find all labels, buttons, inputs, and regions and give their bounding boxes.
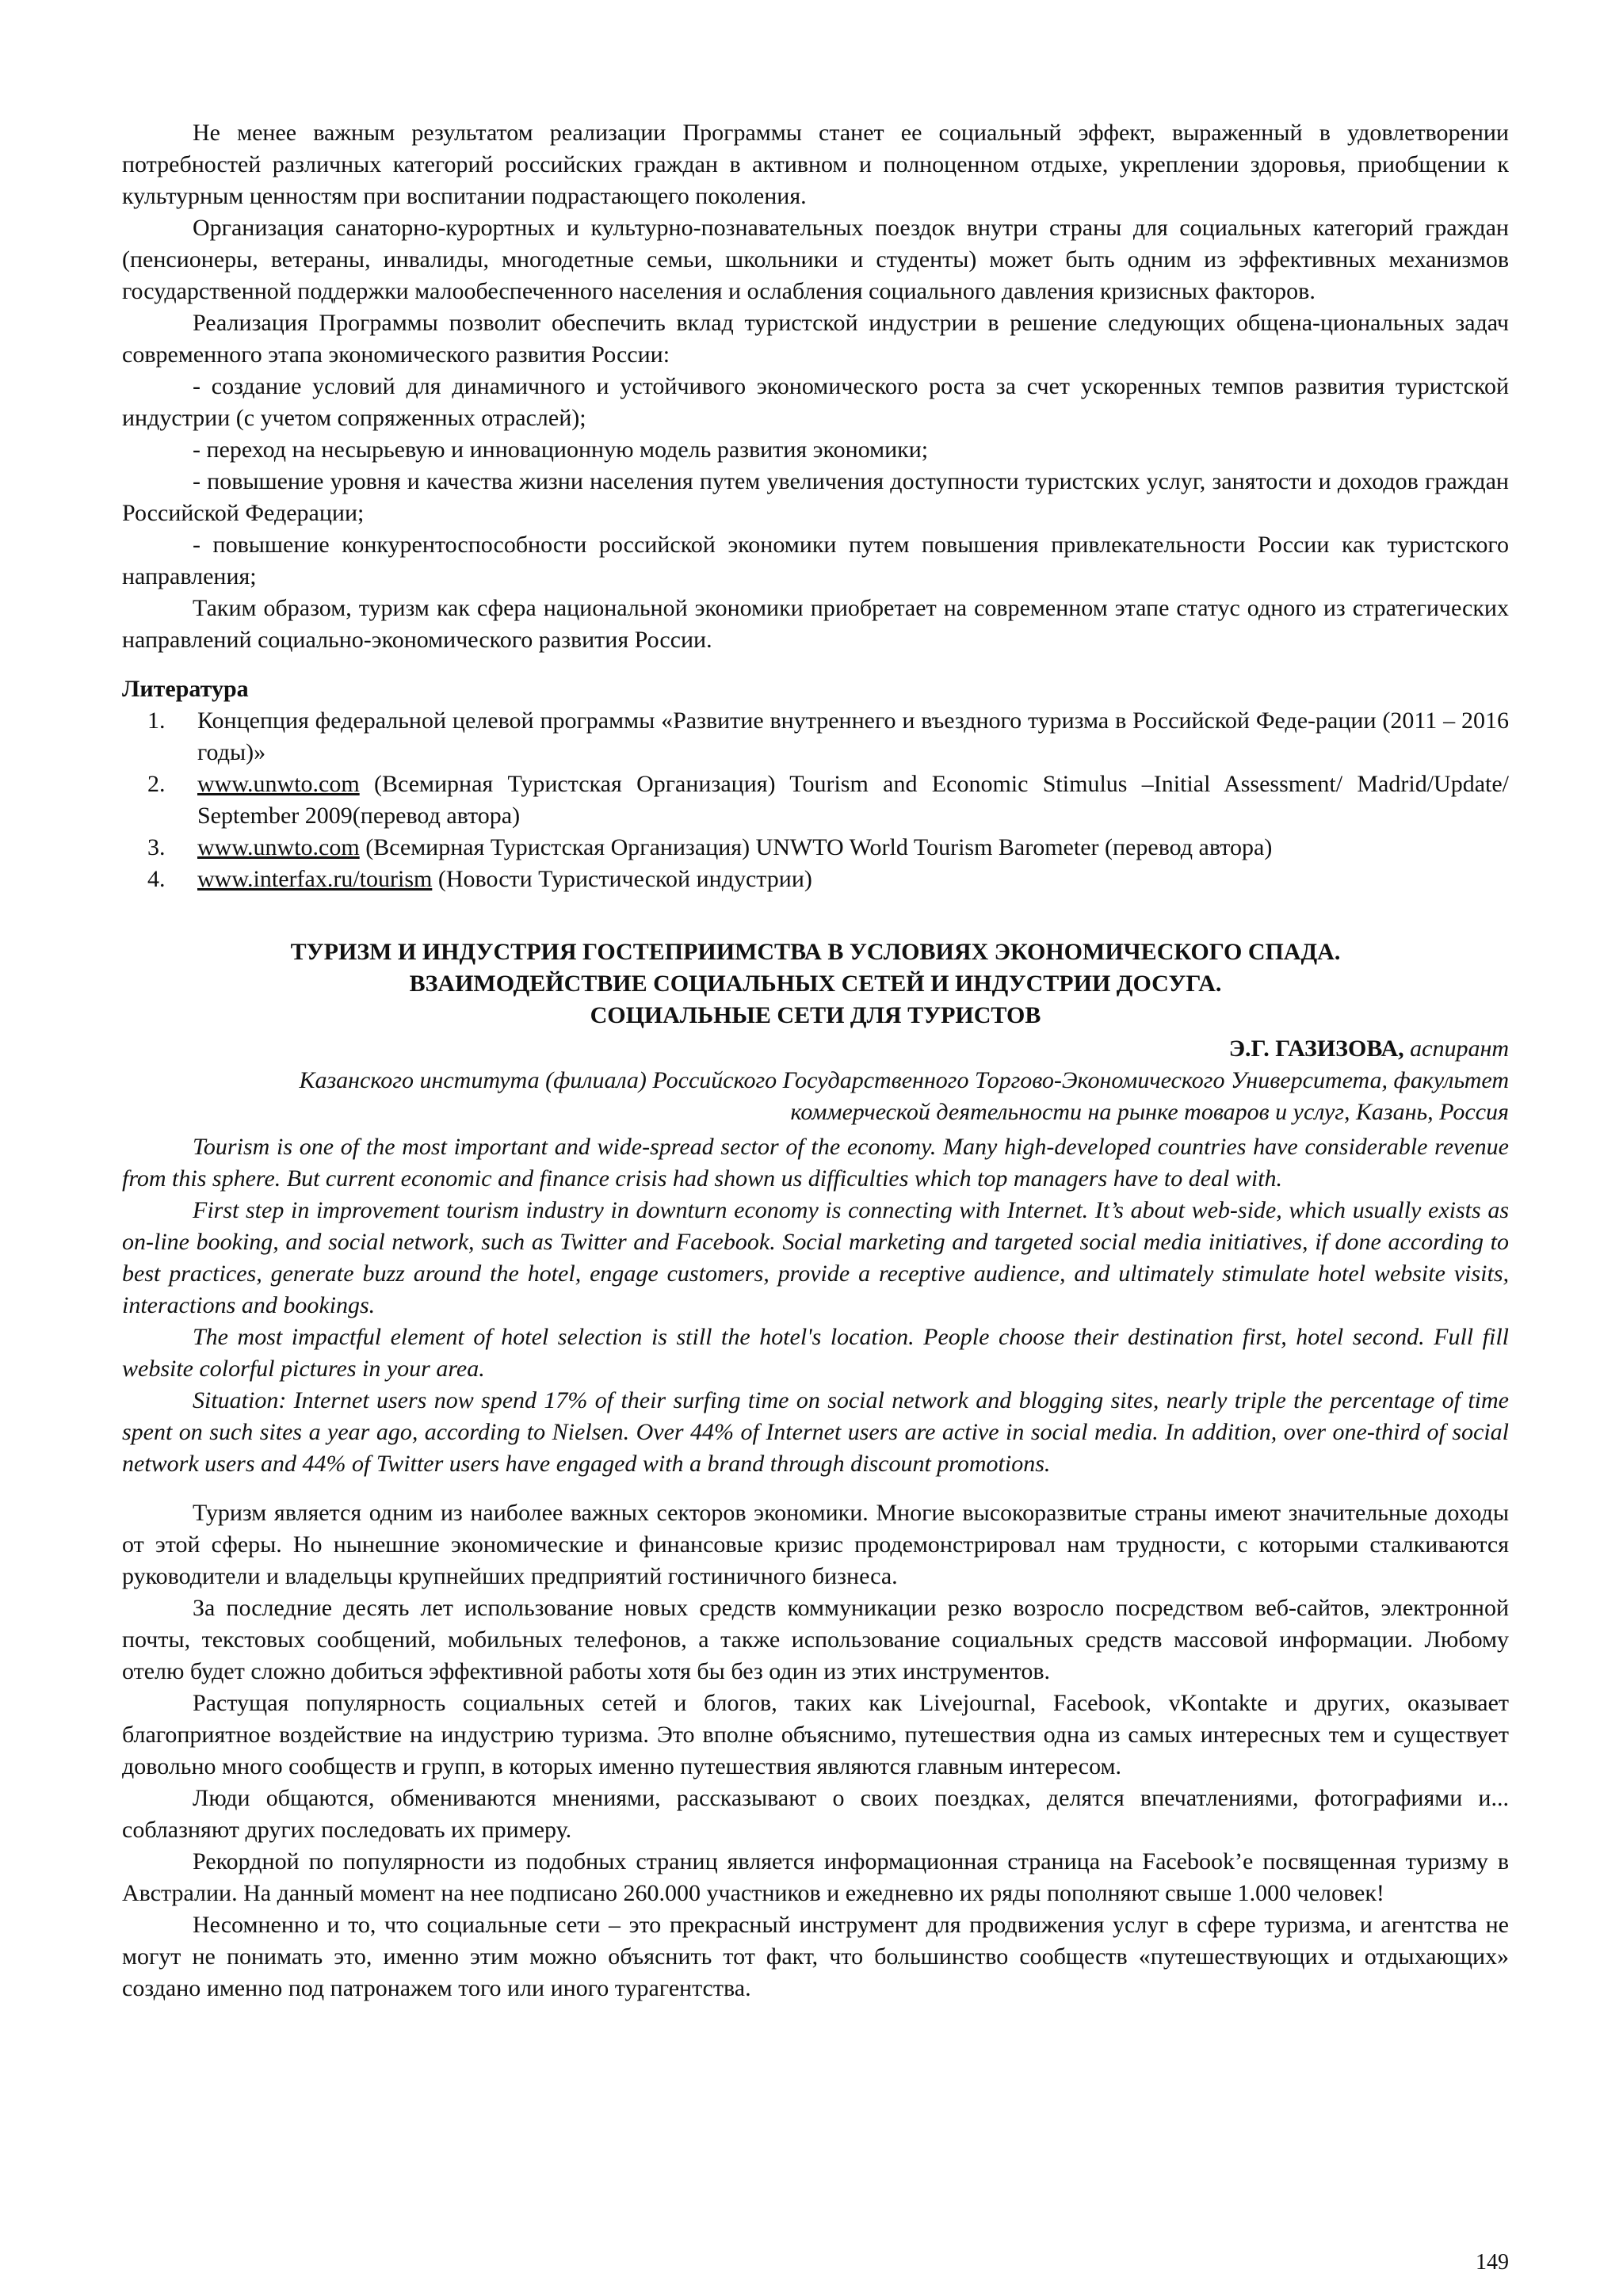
affiliation-line: коммерческой деятельности на рынке товаров и услуг, Казань, Россия bbox=[790, 1099, 1509, 1125]
reference-number: 2. bbox=[147, 771, 166, 797]
body-paragraph: Рекордной по популярности из подобных страниц является информационная страница на Facebook’е посвященная туризму в Австралии. На данный момент на нее подписано 260.000 участников и ежедневно их ряды пополняют свыше 1.000 человек! bbox=[122, 1848, 1509, 1906]
reference-list bbox=[122, 705, 1509, 895]
author-role: аспирант bbox=[1410, 1035, 1509, 1062]
reference-item bbox=[122, 864, 1509, 895]
reference-item bbox=[122, 769, 1509, 832]
reference-item bbox=[122, 832, 1509, 864]
reference-number: 4. bbox=[147, 866, 166, 892]
reference-link[interactable]: www.interfax.ru/tourism bbox=[197, 866, 433, 892]
intro-paragraph: Не менее важным результатом реализации Программы станет ее социальный эффект, выраженный в удовлетворении потребностей различных категорий российских граждан в активном и полноценном отдыхе, укреплении здоровья, приобщении к культурным ценностям при воспитании подрастающего поколения. bbox=[122, 120, 1509, 209]
author-line bbox=[122, 1033, 1509, 1065]
reference-link[interactable]: www.unwto.com bbox=[197, 834, 360, 860]
conclusion-paragraph: Таким образом, туризм как сфера национальной экономики приобретает на современном этапе статус одного из стратегических направлений социально-экономического развития России. bbox=[122, 595, 1509, 653]
page-number: 149 bbox=[1476, 2250, 1509, 2275]
bullet-item: - переход на несырьевую и инновационную модель развития экономики; bbox=[193, 437, 929, 463]
bullet-item: - повышение конкурентоспособности российской экономики путем повышения привлекательности России как туристского направления; bbox=[122, 532, 1509, 589]
abstract-paragraph: First step in improvement tourism industry in downturn economy is connecting with Internet. It’s about web-side, which usually exists as on-line booking, and social network, such as Twitter and Facebook. Social marketing and targeted social media initiatives, if done according to best practices, generate buzz around the hotel, engage customers, provide a receptive audience, and ultimately stimulate hotel website visits, interactions and bookings. bbox=[122, 1197, 1509, 1318]
abstract-paragraph: Tourism is one of the most important and wide-spread sector of the economy. Many high-developed countries have considerable revenue from this sphere. But current economic and finance crisis had shown us difficulties which top managers have to deal with. bbox=[122, 1134, 1509, 1192]
bullet-item: - создание условий для динамичного и устойчивого экономического роста за счет ускоренных темпов развития туристской индустрии (с учетом сопряженных отраслей); bbox=[122, 373, 1509, 431]
body-paragraph: Растущая популярность социальных сетей и блогов, таких как Livejournal, Facebook, vKontakte и других, оказывает благоприятное воздействие на индустрию туризма. Это вполне объяснимо, путешествия одна из самых интересных тем и существует довольно много сообществ и групп, в которых именно путешествия являются главным интересом. bbox=[122, 1690, 1509, 1779]
intro-paragraph: Организация санаторно-курортных и культурно-познавательных поездок внутри страны для социальных категорий граждан (пенсионеры, ветераны, инвалиды, многодетные семьи, школьники и студенты) может быть одним из эффективных механизмов государственной поддержки малообеспеченного населения и ослабления социального давления кризисных факторов. bbox=[122, 215, 1509, 304]
intro-section bbox=[122, 117, 1509, 656]
reference-text: (Всемирная Туристская Организация) UNWTO World Tourism Barometer (перевод автора) bbox=[359, 834, 1273, 860]
body-paragraph: Туризм является одним из наиболее важных секторов экономики. Многие высокоразвитые страны имеют значительные доходы от этой сферы. Но нынешние экономические и финансовые кризис продемонстрировал нам трудности, с которыми сталкиваются руководители и владельцы крупнейших предприятий гостиничного бизнеса. bbox=[122, 1500, 1509, 1589]
affiliation-line: Казанского института (филиала) Российского Государственного Торгово-Экономического Университета, факультет bbox=[299, 1067, 1509, 1093]
literature-heading: Литература bbox=[122, 676, 249, 702]
reference-link[interactable]: www.unwto.com bbox=[197, 771, 360, 797]
article-body bbox=[122, 1497, 1509, 2004]
reference-text: (Всемирная Туристская Организация) Tourism and Economic Stimulus –Initial Assessment/ Madrid/Update/ September 2009(перевод автора) bbox=[197, 771, 1509, 829]
abstract-paragraph: Situation: Internet users now spend 17% of their surfing time on social network and blogging sites, nearly triple the percentage of time spent on such sites a year ago, according to Nielsen. Over 44% of Internet users are active in social media. In addition, over one-third of social network users and 44% of Twitter users have engaged with a brand through discount promotions. bbox=[122, 1387, 1509, 1477]
author-name: Э.Г. ГАЗИЗОВА, bbox=[1228, 1035, 1404, 1062]
title-line: ВЗАИМОДЕЙСТВИЕ СОЦИАЛЬНЫХ СЕТЕЙ И ИНДУСТРИИ ДОСУГА. bbox=[409, 971, 1222, 997]
abstract bbox=[122, 1131, 1509, 1480]
reference-item bbox=[122, 705, 1509, 769]
body-paragraph: Несомненно и то, что социальные сети – это прекрасный инструмент для продвижения услуг в сфере туризма, и агентства не могут не понимать это, именно этим можно объяснить тот факт, что большинство сообществ «путешествующих и отдыхающих» создано именно под патронажем того или иного турагентства. bbox=[122, 1912, 1509, 2001]
reference-number: 3. bbox=[147, 834, 166, 860]
body-paragraph: Люди общаются, обмениваются мнениями, рассказывают о своих поездках, делятся впечатлениями, фотографиями и... соблазняют других последовать их примеру. bbox=[122, 1785, 1509, 1843]
title-line: СОЦИАЛЬНЫЕ СЕТИ ДЛЯ ТУРИСТОВ bbox=[590, 1002, 1041, 1028]
reference-text: (Новости Туристической индустрии) bbox=[432, 866, 812, 892]
document-page bbox=[122, 117, 1509, 2004]
title-line: ТУРИЗМ И ИНДУСТРИЯ ГОСТЕПРИИМСТВА В УСЛОВИЯХ ЭКОНОМИЧЕСКОГО СПАДА. bbox=[290, 939, 1341, 965]
body-paragraph: За последние десять лет использование новых средств коммуникации резко возросло посредством веб-сайтов, электронной почты, текстовых сообщений, мобильных телефонов, а также использование социальных средств массовой информации. Любому отелю будет сложно добиться эффективной работы хотя бы без один из этих инструментов. bbox=[122, 1595, 1509, 1684]
bullet-item: - повышение уровня и качества жизни населения путем увеличения доступности туристских услуг, занятости и доходов граждан Российской Федерации; bbox=[122, 468, 1509, 526]
abstract-paragraph: The most impactful element of hotel selection is still the hotel's location. People choose their destination first, hotel second. Full fill website colorful pictures in your area. bbox=[122, 1324, 1509, 1382]
reference-number: 1. bbox=[147, 707, 166, 734]
intro-paragraph: Реализация Программы позволит обеспечить вклад туристской индустрии в решение следующих общена-циональных задач современного этапа экономического развития России: bbox=[122, 310, 1509, 368]
reference-text: Концепция федеральной целевой программы «Развитие внутреннего и въездного туризма в Российской Феде-рации (2011 – 2016 годы)» bbox=[197, 707, 1509, 765]
article-title bbox=[122, 936, 1509, 1032]
affiliation bbox=[122, 1065, 1509, 1128]
literature-section bbox=[122, 673, 1509, 895]
